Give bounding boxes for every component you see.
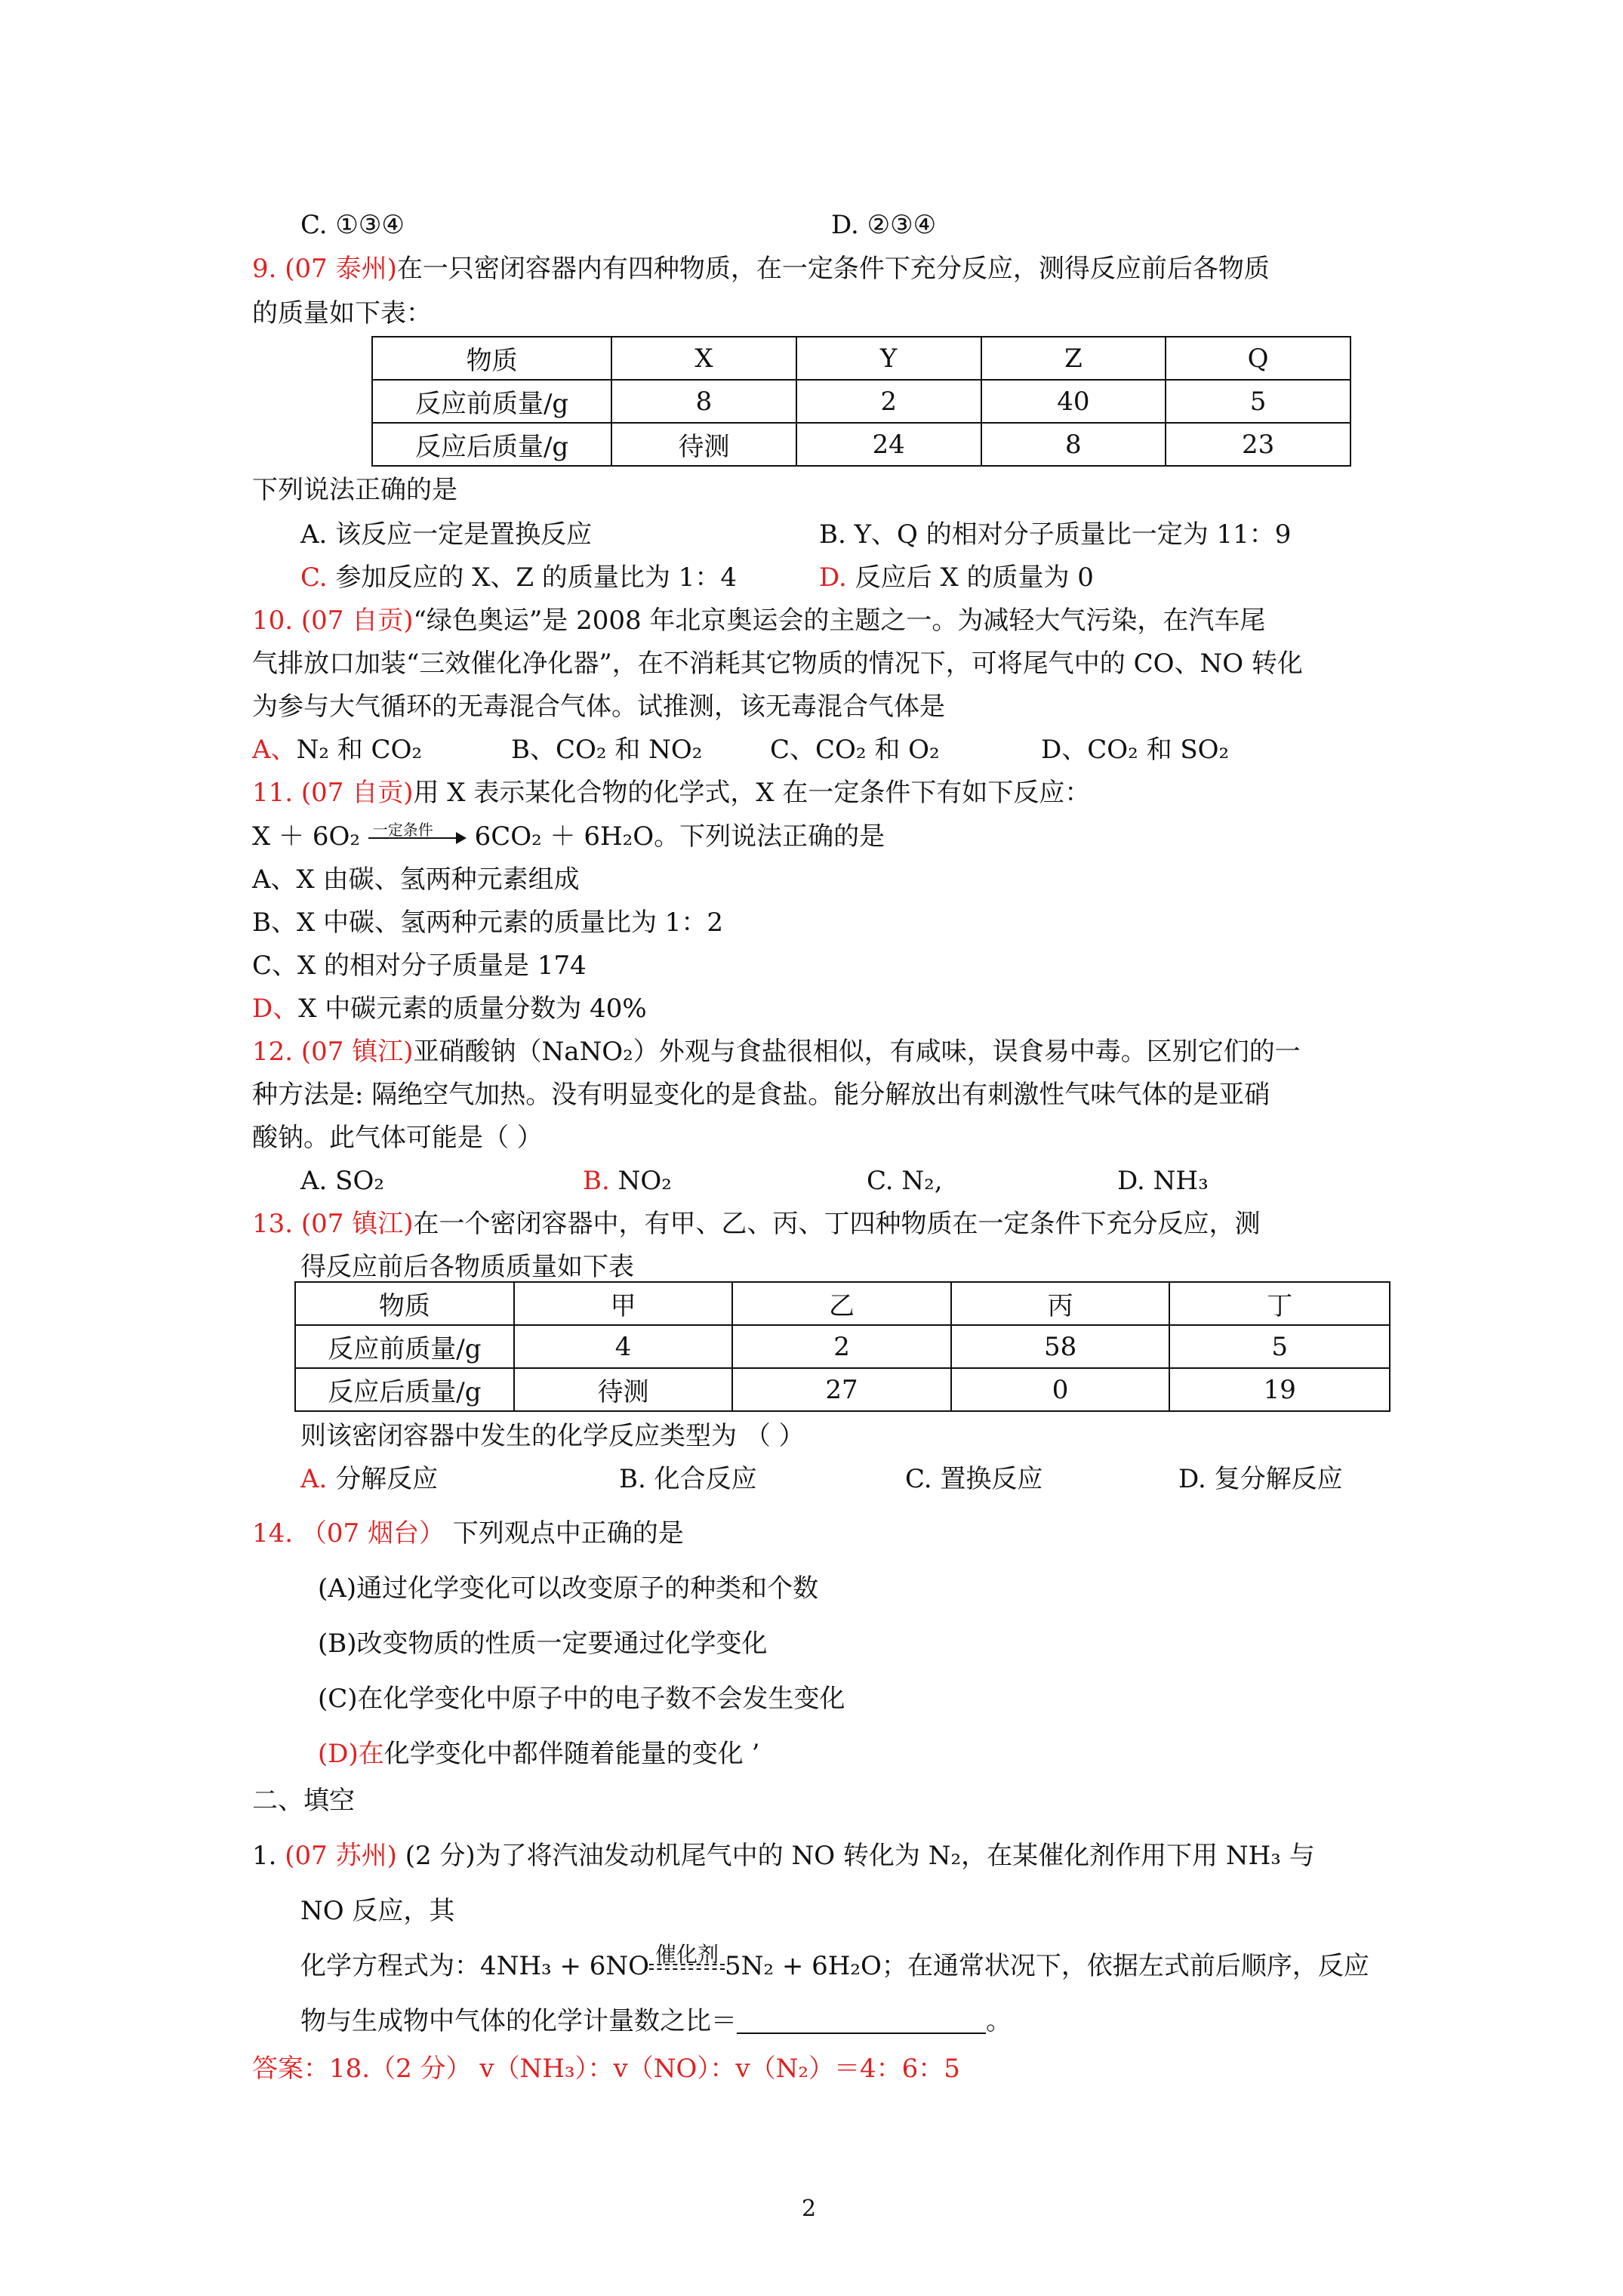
q10-option-b: B、CO₂ 和 NO₂ [511, 735, 703, 765]
section-heading: 二、填空 [252, 1786, 355, 1816]
q12-text-1: 亚硝酸钠（NaNO₂）外观与食盐很相似，有咸味，误食易中毒。区别它们的一 [413, 1037, 1301, 1067]
table-cell: 反应前质量/g [295, 1325, 514, 1368]
q12-source: (07 镇江) [300, 1037, 414, 1067]
q12-text-2: 种方法是: 隔绝空气加热。没有明显变化的是食盐。能分解放出有刺激性气味气体的是亚硝 [252, 1080, 1270, 1110]
table-header-cell: Z [981, 337, 1166, 380]
q11-option-d [252, 992, 647, 1025]
table-cell: 8 [981, 423, 1166, 466]
q9-option-d-letter: D. [819, 562, 847, 593]
q8-option-c: C. ①③④ [300, 210, 405, 240]
table-cell: 58 [951, 1325, 1170, 1368]
q13-option-d: D. 复分解反应 [1178, 1464, 1343, 1494]
table-header-cell: Y [796, 337, 981, 380]
q13-option-a [300, 1462, 438, 1496]
q13-prompt: 则该密闭容器中发生的化学反应类型为 （ ） [300, 1421, 805, 1451]
q14-option-a: (A)通过化学变化可以改变原子的种类和个数 [318, 1573, 819, 1604]
q14-number: 14. [252, 1518, 294, 1549]
q10-option-a-text: N₂ 和 CO₂ [296, 735, 423, 765]
fill1-number: 1. [252, 1841, 277, 1871]
fill1-equation [300, 1942, 1369, 1983]
q11-option-c: C、X 的相对分子质量是 174 [252, 951, 587, 981]
q10-question [252, 604, 1265, 637]
q14-question [252, 1517, 684, 1550]
page-number: 2 [802, 2196, 817, 2222]
table-header-cell: Q [1166, 337, 1350, 380]
table-row [295, 1368, 1390, 1411]
q14-option-d-text: 化学变化中都伴随着能量的变化 ’ [383, 1739, 760, 1769]
q12-option-b-text: NO₂ [617, 1166, 672, 1196]
table-cell: 0 [951, 1368, 1170, 1411]
q13-question [252, 1207, 1261, 1240]
fill1-text-2: NO 反应，其 [300, 1896, 455, 1926]
q9-source: (07 泰州) [285, 254, 397, 284]
q11-number: 11. [252, 778, 294, 808]
catalyst-equals-icon [649, 1942, 725, 1974]
q9-option-c [300, 561, 737, 594]
table-cell: 23 [1166, 423, 1350, 466]
table-cell: 反应前质量/g [372, 380, 611, 423]
q10-text-2: 气排放口加装“三效催化净化器”，在不消耗其它物质的情况下，可将尾气中的 CO、NO 转化 [252, 649, 1303, 679]
q14-option-d [318, 1737, 759, 1771]
q9-option-a: A. 该反应一定是置换反应 [300, 519, 593, 550]
q11-option-d-text: X 中碳元素的质量分数为 40% [298, 994, 647, 1024]
q14-option-b: (B)改变物质的性质一定要通过化学变化 [318, 1629, 768, 1659]
q11-eq-left: X ＋ 6O₂ [252, 821, 360, 852]
table-cell: 24 [796, 423, 981, 466]
q10-source: (07 自贡) [300, 606, 414, 636]
table-header-cell: 物质 [295, 1282, 514, 1325]
q14-text: 下列观点中正确的是 [452, 1518, 684, 1549]
table-cell: 8 [611, 380, 796, 423]
q12-option-c: C. N₂, [867, 1166, 943, 1196]
q11-option-b: B、X 中碳、氢两种元素的质量比为 1：2 [252, 908, 724, 938]
q13-text-1: 在一个密闭容器中，有甲、乙、丙、丁四种物质在一定条件下充分反应，测 [413, 1209, 1261, 1239]
table-header-cell: 丙 [951, 1282, 1170, 1325]
fill1-text-4 [300, 2005, 1012, 2038]
q9-option-d [819, 561, 1094, 594]
q9-option-b: B. Y、Q 的相对分子质量比一定为 11：9 [819, 519, 1292, 550]
q14-option-c: (C)在化学变化中原子中的电子数不会发生变化 [318, 1684, 845, 1714]
fill1-question [252, 1839, 1315, 1872]
q12-question [252, 1035, 1301, 1068]
q11-text-1: 用 X 表示某化合物的化学式，X 在一定条件下有如下反应： [413, 778, 1091, 808]
table-header-cell: 甲 [514, 1282, 732, 1325]
q11-option-d-letter: D、 [252, 994, 299, 1024]
table-cell: 40 [981, 380, 1166, 423]
q9-number: 9. [252, 254, 277, 284]
table-header-cell: 乙 [732, 1282, 951, 1325]
q12-text-3: 酸钠。此气体可能是（ ） [252, 1123, 543, 1153]
q13-text-2: 得反应前后各物质质量如下表 [300, 1252, 634, 1282]
table-header-cell: X [611, 337, 796, 380]
q9-text-2: 的质量如下表： [252, 298, 432, 328]
q12-option-b [583, 1164, 672, 1197]
q13-table [294, 1281, 1390, 1412]
reaction-arrow-icon [368, 821, 467, 845]
table-cell: 27 [732, 1368, 951, 1411]
q11-eq-condition: 一定条件 [372, 821, 433, 839]
q9-option-d-text: 反应后 X 的质量为 0 [855, 562, 1094, 593]
q11-eq-right: 6CO₂ ＋ 6H₂O。下列说法正确的是 [474, 821, 885, 852]
q13-option-a-text: 分解反应 [335, 1464, 439, 1494]
q12-option-a: A. SO₂ [300, 1166, 384, 1196]
q9-prompt: 下列说法正确的是 [252, 475, 457, 505]
q13-source: (07 镇江) [300, 1209, 414, 1239]
table-cell: 2 [732, 1325, 951, 1368]
table-cell: 19 [1169, 1368, 1390, 1411]
fill1-eq-left: 化学方程式为：4NH₃ + 6NO [300, 1951, 650, 1981]
q10-text-1: “绿色奥运”是 2008 年北京奥运会的主题之一。为减轻大气污染，在汽车尾 [413, 606, 1266, 636]
q12-number: 12. [252, 1037, 294, 1067]
q13-option-c: C. 置换反应 [905, 1464, 1043, 1494]
q12-option-b-letter: B. [583, 1166, 610, 1196]
table-cell: 反应后质量/g [372, 423, 611, 466]
q10-number: 10. [252, 606, 294, 636]
q9-question [252, 252, 1270, 285]
q9-option-c-text: 参加反应的 X、Z 的质量比为 1：4 [335, 562, 737, 593]
q9-table [371, 336, 1351, 467]
q11-option-a: A、X 由碳、氢两种元素组成 [252, 864, 580, 895]
q14-source: （07 烟台） [300, 1518, 445, 1549]
table-cell: 5 [1166, 380, 1350, 423]
q13-option-b: B. 化合反应 [619, 1464, 757, 1494]
table-header-cell: 物质 [372, 337, 611, 380]
table-row [372, 423, 1350, 466]
fill1-text-4-main: 物与生成物中气体的化学计量数之比＝ [300, 2006, 737, 2036]
fill1-source: (07 苏州) [285, 1841, 397, 1871]
q10-option-a-letter: A、 [252, 735, 297, 765]
table-row [372, 380, 1350, 423]
table-cell: 5 [1169, 1325, 1390, 1368]
q14-option-d-prefix: (D)在 [318, 1739, 384, 1769]
fill1-eq-right: 5N₂ + 6H₂O；在通常状况下，依据左式前后顺序，反应 [725, 1951, 1369, 1981]
table-header-cell: 丁 [1169, 1282, 1390, 1325]
q13-number: 13. [252, 1209, 294, 1239]
q10-option-d: D、CO₂ 和 SO₂ [1041, 735, 1230, 765]
q10-option-a [252, 733, 422, 766]
answer-blank[interactable] [737, 2005, 986, 2034]
q10-text-3: 为参与大气循环的无毒混合气体。试推测，该无毒混合气体是 [252, 692, 945, 722]
q13-option-a-letter: A. [300, 1464, 328, 1494]
fill1-text-1: (2 分)为了将汽油发动机尾气中的 NO 转化为 N₂，在某催化剂作用下用 NH₃ 与 [405, 1841, 1315, 1871]
table-cell: 待测 [514, 1368, 732, 1411]
table-header-row [295, 1282, 1390, 1325]
q9-option-c-letter: C. [300, 562, 328, 593]
table-header-row [372, 337, 1350, 380]
fill1-answer: 答案：18.（2 分） v（NH₃）：v（NO）：v（N₂）＝4：6：5 [252, 2054, 960, 2084]
table-cell: 4 [514, 1325, 732, 1368]
fill1-text-4-end: 。 [986, 2006, 1012, 2036]
q11-question [252, 776, 1090, 809]
catalyst-label: 催化剂 [655, 1942, 719, 1967]
q12-option-d: D. NH₃ [1117, 1166, 1209, 1196]
q11-equation [252, 820, 885, 853]
q8-option-d: D. ②③④ [831, 210, 937, 240]
table-cell: 待测 [611, 423, 796, 466]
q9-text-1: 在一只密闭容器内有四种物质，在一定条件下充分反应，测得反应前后各物质 [396, 254, 1270, 284]
table-cell: 2 [796, 380, 981, 423]
q11-source: (07 自贡) [300, 778, 414, 808]
table-cell: 反应后质量/g [295, 1368, 514, 1411]
table-row [295, 1325, 1390, 1368]
q10-option-c: C、CO₂ 和 O₂ [770, 735, 940, 765]
